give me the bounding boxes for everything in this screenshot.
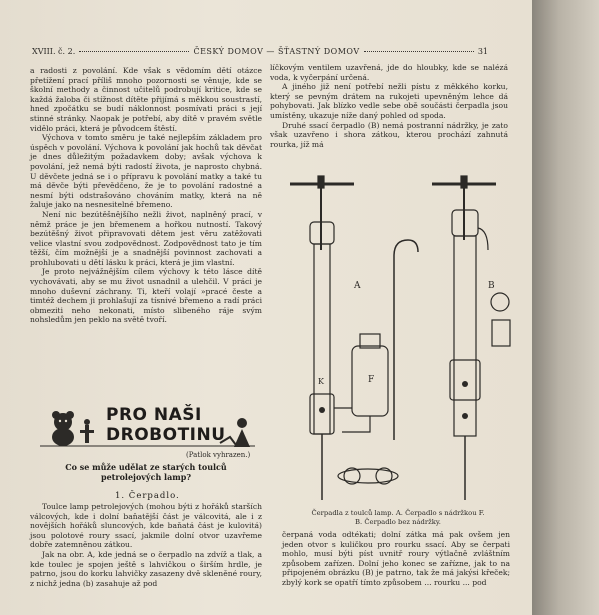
banner-title-line1: PRO NAŠI xyxy=(106,405,202,425)
section-banner xyxy=(40,403,255,447)
magazine-title: ČESKÝ DOMOV — ŠŤASTNÝ DOMOV xyxy=(193,46,360,56)
paragraph: Není nic bezútěšnějšího nežli život, naplněný prací, v němž práce je jen břemenem a hořkou nutností. Takový bezútěšný život připravovati dětem jest věru zatěžovati velice vlastní svou zodpovědnost. Zodpovědnost tato je tím těžší, čím možnější je a snadnější povinnost zachovati a prohlubovati u dětí lásku k práci, která je jim vlastní. xyxy=(30,209,262,267)
article-title: Co se může udělat ze starých toulců petrolejových lamp? xyxy=(65,462,227,482)
page-header xyxy=(32,44,488,58)
figure-caption xyxy=(282,509,514,526)
paragraph: A jiného již není potřebí nežli pístu z měkkého korku, který se pevným drátem na rukojeti upevněným lehce dá pohybovati. Jak blízko vedle sebe obě součásti čerpadla jsou umístěny, ukazuje níže daný pohled od spoda. xyxy=(270,82,508,120)
caption-line: Čerpadla z toulců lamp. A. Čerpadlo s nádržkou F. xyxy=(311,509,485,517)
toy-figure-icon xyxy=(80,419,94,443)
teddy-bear-icon xyxy=(52,411,74,446)
left-column-text xyxy=(30,66,262,325)
paragraph: Toulce lamp petrolejových (mohou býti z hořáků starších válcových, kde i dolní baňatější část je válcovitá, ale i z novějších hořáků sluncových, kde baňatá část je kulovitá) jsou polotové roury ssací, jakmile dolní otvor uzavřeme dobře zatemněnou zátkou. xyxy=(30,502,262,550)
paragraph: čerpaná voda odtékati; dolní zátka má pak ovšem jen jeden otvor s kuličkou pro rourku ssací. Aby se čerpati mohlo, musí býti píst uvnitř roury výtlačně zvláštním způsobem zařízen. Dolní jeho konec se zařízne, jak to na připojeném obrázku (B) je patrno, tak že má jakýsi křeček; zbylý kork se opatří tímto způsobem ... rourku ... pod xyxy=(282,530,510,587)
right-column-bottom-text xyxy=(282,530,510,588)
paragraph: a radosti z povolání. Kde však s vědomím dětí otázce přetížení prací příliš mnoho pozornosti se věnuje, kde se školní methody a činnost učitelů podrobují kritice, kde se každá žaloba či stížnost dítěte přijímá s měkkou soustrastí, hned zpočátku se budí náklonnost posmívati práci s její stinné stránky. Naopak je potřebí, aby dítě v pravém světle vidělo práci, která je původcem štěstí. xyxy=(30,66,262,133)
banner-title-line2: DROBOTINU xyxy=(106,425,226,445)
paragraph: Je proto nejvážnějším cílem výchovy k této lásce dítě vychovávati, aby se mu život usnadnil a ulehčil. V práci je mnoho duševní záchrany. Ti, kteří volají »pracé česte a timtéž dechem ji prohlašují za tísnivé břemeno a radí práci obmeziti neho nekonati, místo slibeného ráje svým nohsledům jen peklo na světě tvoří. xyxy=(30,267,262,325)
paragraph: líčkovým ventilem uzavřená, jde do hloubky, kde se nalézá voda, k vyčerpání určená. xyxy=(270,63,508,82)
caption-line: B. Čerpadlo bez nádržky. xyxy=(355,517,441,526)
pump-illustration xyxy=(282,170,514,506)
paragraph: Jak na obr. A, kde jedná se o čerpadlo na zdvíž a tlak, a kde toulec je spojen ještě s lahvičkou o širším hrdle, je patrno, jsou do korku lahvičky zasazeny dvě skleněné roury, z nichž jedna (b) zasahuje až pod xyxy=(30,549,262,588)
paragraph: Výchova v tomto směru je také nejlepším základem pro úspěch v povolání. Výchova k povolání jak hochů tak děvčat je dnes důležitým požadavkem doby; avšak výchova k povolání, jež nemá býti radostí života, je naprosto chybná. U děvčete jedná se i o přípravu k povolání matky a také tu má děvče býti převědčeno, že je to povolání radostné a nesmí býti odstrašováno chováním matky, která na ně žaluje jako na nesnesitelné břemeno. xyxy=(30,133,262,210)
paragraph: Druhé ssací čerpadlo (B) nemá postranní nádržky, je zato však uzavřeno i shora zátkou, kterou prochází zahnutá rourka, jíž má xyxy=(270,120,508,149)
adjacent-page-edge xyxy=(532,0,599,615)
header-rule-right xyxy=(364,51,474,52)
label-f: F xyxy=(368,375,375,385)
byline: (Patlok vyhrazen.) xyxy=(186,451,251,459)
page-number: 31 xyxy=(477,46,489,56)
label-k: K xyxy=(318,377,324,386)
section-title: 1. Čerpadlo. xyxy=(115,491,180,501)
article-text xyxy=(30,502,262,588)
label-b: B xyxy=(488,281,495,291)
label-a: A xyxy=(354,281,361,291)
right-column-text xyxy=(270,63,508,149)
header-rule-left xyxy=(79,51,189,52)
issue-label: XVIII. č. 2. xyxy=(32,46,76,56)
